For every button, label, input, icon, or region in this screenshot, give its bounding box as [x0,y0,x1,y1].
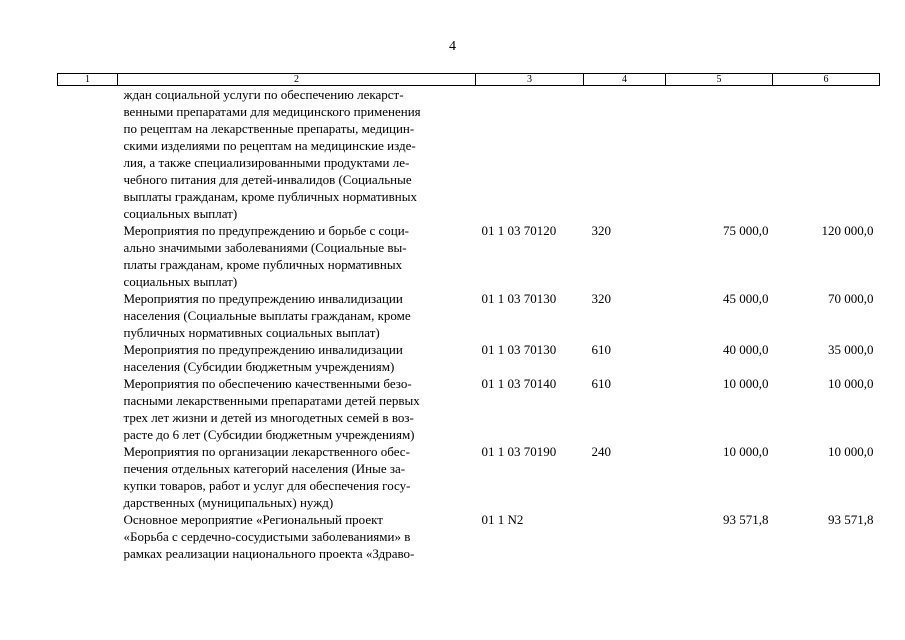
group-cell [584,511,666,562]
description-line: скими изделиями по рецептам на медицинские изде- [123,138,416,153]
description-line: по рецептам на лекарственные препараты, медицин- [123,121,415,136]
group-cell [584,86,666,223]
description-line: Мероприятия по предупреждению инвалидизации [123,291,403,306]
description-line: ждан социальной услуги по обеспечению лекарст- [123,87,404,102]
group-cell: 610 [591,376,611,391]
code-cell: 01 1 03 70140 [481,376,557,391]
description-line: чебного питания для детей-инвалидов (Социальные [123,172,412,187]
description-cell [118,222,476,290]
row-index-cell [58,443,118,511]
table-row [58,511,880,562]
code-cell: 01 1 03 70190 [481,444,557,459]
amount-6-cell [773,86,880,223]
description-cell [118,86,476,223]
description-cell [118,443,476,511]
budget-table [57,73,880,562]
amount-6-cell: 93 571,8 [828,512,874,527]
amount-5-cell: 45 000,0 [723,291,769,306]
description-line: дарственных (муниципальных) нужд) [123,495,334,510]
row-index-cell [58,511,118,562]
description-line: рамках реализации национального проекта «Здраво- [123,546,415,561]
amount-5-cell: 10 000,0 [723,376,769,391]
description-line: населения (Субсидии бюджетным учреждениям) [123,359,395,374]
amount-5-cell: 93 571,8 [723,512,769,527]
amount-6-cell: 10 000,0 [828,444,874,459]
description-line: Мероприятия по обеспечению качественными безо- [123,376,412,391]
description-line: пасными лекарственными препаратами детей первых [123,393,420,408]
header-cell-2: 2 [118,74,476,86]
description-line: социальных выплат) [123,206,238,221]
description-line: купки товаров, работ и услуг для обеспечения госу- [123,478,411,493]
page-number: 4 [449,39,456,54]
description-cell [118,341,476,375]
group-cell: 320 [591,223,611,238]
description-line: публичных нормативных социальных выплат) [123,325,380,340]
row-index-cell [58,290,118,341]
description-line: расте до 6 лет (Субсидии бюджетным учреждениям) [123,427,415,442]
description-cell [118,375,476,443]
amount-6-cell: 120 000,0 [821,223,874,238]
table-row [58,290,880,341]
description-line: печения отдельных категорий населения (Иные за- [123,461,406,476]
description-line: Основное мероприятие «Региональный проект [123,512,383,527]
amount-6-cell: 70 000,0 [828,291,874,306]
description-line: социальных выплат) [123,274,238,289]
group-cell: 320 [591,291,611,306]
code-cell [476,86,584,223]
description-line: трех лет жизни и детей из многодетных семей в воз- [123,410,414,425]
header-cell-5: 5 [666,74,773,86]
description-line: ально значимыми заболеваниями (Социальные вы- [123,240,407,255]
row-index-cell [58,341,118,375]
group-cell: 610 [591,342,611,357]
description-line: «Борьба с сердечно-сосудистыми заболеваниями» в [123,529,411,544]
table-row [58,222,880,290]
code-cell: 01 1 03 70130 [481,291,557,306]
description-line: выплаты гражданам, кроме публичных нормативных [123,189,417,204]
amount-6-cell: 35 000,0 [828,342,874,357]
header-cell-3: 3 [476,74,584,86]
header-cell-6: 6 [773,74,880,86]
code-cell: 01 1 N2 [481,512,524,527]
table-row [58,375,880,443]
description-line: лия, а также специализированными продуктами ле- [123,155,410,170]
code-cell: 01 1 03 70130 [481,342,557,357]
description-cell [118,290,476,341]
row-index-cell [58,222,118,290]
amount-5-cell [666,86,773,223]
amount-5-cell: 10 000,0 [723,444,769,459]
header-cell-4: 4 [584,74,666,86]
description-line: Мероприятия по предупреждению инвалидизации [123,342,403,357]
header-row [58,74,880,86]
description-line: платы гражданам, кроме публичных нормативных [123,257,403,272]
code-cell: 01 1 03 70120 [481,223,557,238]
table-row [58,341,880,375]
amount-5-cell: 40 000,0 [723,342,769,357]
description-cell [118,511,476,562]
header-cell-1: 1 [58,74,118,86]
table-row [58,86,880,223]
description-line: Мероприятия по организации лекарственного обес- [123,444,410,459]
row-index-cell [58,86,118,223]
group-cell: 240 [591,444,611,459]
row-index-cell [58,375,118,443]
amount-6-cell: 10 000,0 [828,376,874,391]
table-row [58,443,880,511]
description-line: венными препаратами для медицинского применения [123,104,421,119]
description-line: населения (Социальные выплаты гражданам, кроме [123,308,411,323]
amount-5-cell: 75 000,0 [723,223,769,238]
description-line: Мероприятия по предупреждению и борьбе с соци- [123,223,410,238]
